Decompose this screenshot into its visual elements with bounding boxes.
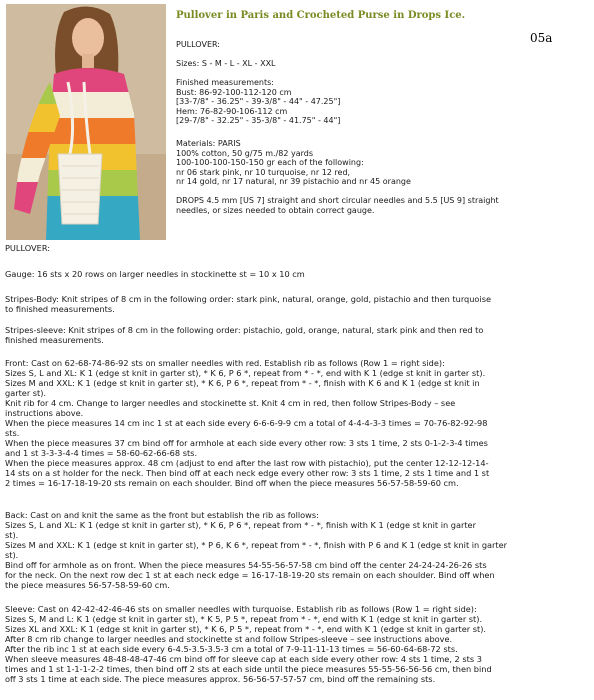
stripes-sleeve: Stripes-sleeve: Knit stripes of 8 cm in the following order: pistachio, gold, orange, natural, stark pink and then red to finished measurements. — [5, 325, 484, 345]
body-pullover-heading: PULLOVER: — [5, 243, 51, 253]
stripes-body: Stripes-Body: Knit stripes of 8 cm in the following order: stark pink, natural, orange, gold, pistachio and then turquoise to finished measurements. — [5, 294, 492, 314]
model-photo — [6, 4, 166, 240]
gauge: Gauge: 16 sts x 20 rows on larger needles in stockinette st = 10 x 10 cm — [5, 269, 305, 279]
finished-measurements: Finished measurements: Bust: 86-92-100-112-120 cm [33-7/8" - 36.25" - 39-3/8" - 44" - 47.25"] Hem: 76-82-90-106-112 cm [29-7/8" - 32.25" - 35-3/8" - 41.75" - 44"] — [176, 78, 341, 126]
sizes-line: Sizes: S - M - L - XL - XXL — [176, 59, 276, 68]
model-photo-illustration — [6, 4, 166, 240]
page-title: Pullover in Paris and Crocheted Purse in Drops Ice. — [176, 10, 466, 21]
materials: Materials: PARIS 100% cotton, 50 g/75 m./82 yards 100-100-100-150-150 gr each of the following: nr 06 stark pink, nr 10 turquoise, nr 12 red, nr 14 gold, nr 17 natural, nr 39 pistachio and nr 45 orange — [176, 139, 411, 187]
pullover-heading: PULLOVER: — [176, 40, 220, 49]
back-instructions: Back: Cast on and knit the same as the front but establish the rib as follows: Sizes S, L and XL: K 1 (edge st knit in garter st), * K 6, P 6 *, repeat from * - *, finish with K 1 (edge st knit in garter st). Sizes M and XXL: K 1 (edge st knit in garter st), * P 6, K 6 *, repeat from * - *, finish with P 6 and K 1 (edge st knit in garter st). Bind off for armhole as on front. When the piece measures 54-55-56-57-58 cm bind off the center 24-24-24-26-26 sts for the neck. On the next row dec 1 st at each neck edge = 16-17-18-19-20 sts remain on each shoulder. Bind off when the piece measures 56-57-58-59-60 cm. — [5, 510, 508, 590]
sleeve-instructions: Sleeve: Cast on 42-42-42-46-46 sts on smaller needles with turquoise. Establish rib as follows (Row 1 = right side): Sizes S, M and L: K 1 (edge st knit in garter st), * K 5, P 5 *, repeat from * - *, end with K 1 (edge st knit in garter st). Sizes XL and XXL: K 1 (edge st knit in garter st), * K 6, P 5 *, repeat from * - *, end with K 1 (edge st knit in garter st). After 8 cm rib change to larger needles and stockinette st and follow Stripes-sleeve – see instructions above. After the rib inc 1 st at each side every 6-4.5-3.5-3.5-3 cm a total of 7-9-11-11-13 times = 56-60-64-68-72 sts. When sleeve measures 48-48-48-47-46 cm bind off for sleeve cap at each side every other row: 4 sts 1 time, 2 sts 3 times and 1 st 1-1-1-2-2 times, then bind off 2 sts at each side until the piece measures 55-55-56-56-56 cm, then bind off 3 sts 1 time at each side. The piece measures approx. 56-56-57-57-57 cm, bind off the remaining sts. — [5, 604, 492, 684]
needles: DROPS 4.5 mm [US 7] straight and short circular needles and 5.5 [US 9] straight needles, or sizes needed to obtain correct gauge. — [176, 196, 499, 215]
front-instructions: Front: Cast on 62-68-74-86-92 sts on smaller needles with red. Establish rib as follows (Row 1 = right side): Sizes S, L and XL: K 1 (edge st knit in garter st), * K 6, P 6 *, repeat from * - *, end with K 1 (edge st knit in garter st). Sizes M and XXL: K 1 (edge st knit in garter st), * K 6, P 6 *, repeat from * - *, finish with K 6 and K 1 (edge st knit in garter st). Knit rib for 4 cm. Change to larger needles and stockinette st. Knit 4 cm in red, then follow Stripes-Body – see instructions above. When the piece measures 14 cm inc 1 st at each side every 6-6-6-9-9 cm a total of 4-4-4-3-3 times = 70-76-82-92-98 sts. When the piece measures 37 cm bind off for armhole at each side every other row: 3 sts 1 time, 2 sts 0-1-2-3-4 times and 1 st 3-3-3-4-4 times = 58-60-62-66-68 sts. When the piece measures approx. 48 cm (adjust to end after the last row with pistachio), put the center 12-12-12-14- 14 sts on a st holder for the neck. Then bind off at each neck edge every other row: 3 sts 1 time, 2 sts 1 time and 1 st 2 times = 16-17-18-19-20 sts remain on each shoulder. Bind off when the piece measures 56-57-58-59-60 cm. — [5, 358, 490, 488]
pattern-code: 05a — [530, 31, 553, 45]
